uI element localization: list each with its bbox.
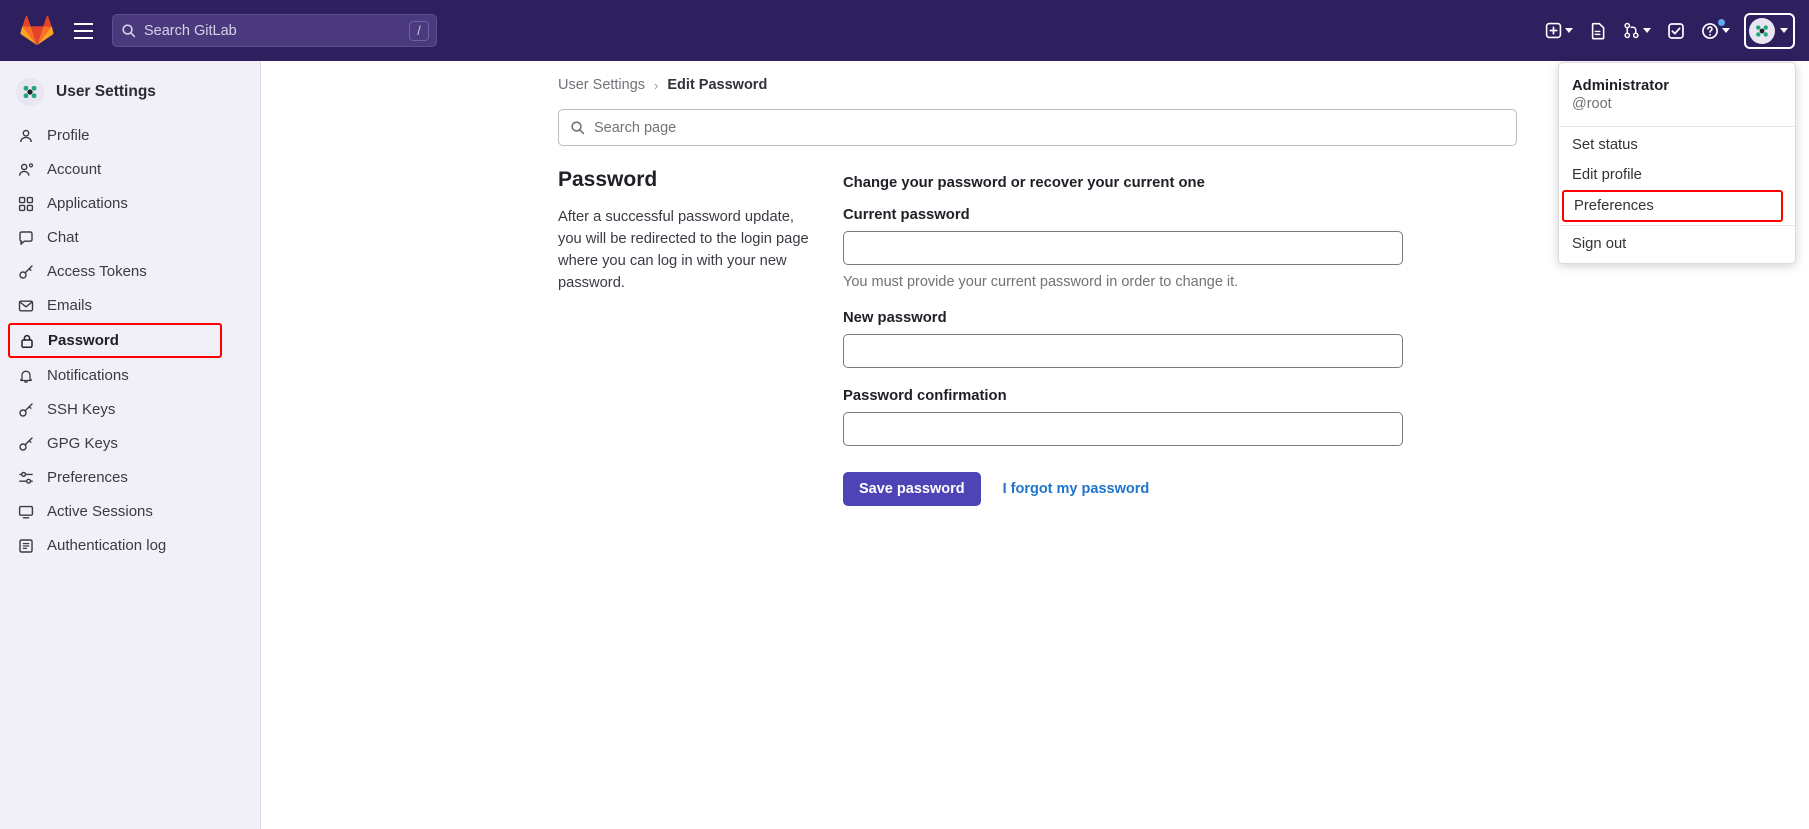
chevron-down-icon xyxy=(1722,28,1730,33)
sidebar-item-label: Chat xyxy=(47,229,79,246)
sidebar-item-emails[interactable] xyxy=(9,289,251,322)
form-heading: Change your password or recover your current one xyxy=(843,175,1205,191)
password-form xyxy=(843,168,1443,506)
dropdown-item-set-status[interactable]: Set status xyxy=(1572,137,1638,153)
current-password-field[interactable] xyxy=(843,231,1403,265)
sidebar-nav-list xyxy=(0,119,260,562)
sidebar-item-label: Account xyxy=(47,161,102,178)
key-icon xyxy=(17,435,34,452)
dropdown-user-name: Administrator xyxy=(1572,78,1670,94)
breadcrumb-edit-password[interactable]: Edit Password xyxy=(667,77,768,93)
dropdown-user-handle: @root xyxy=(1572,96,1612,112)
sidebar-item-authentication-log[interactable] xyxy=(9,529,251,562)
lock-icon xyxy=(18,332,35,349)
envelope-icon xyxy=(17,297,34,314)
current-password-help: You must provide your current password in order to change it. xyxy=(843,274,1239,290)
sidebar-item-label: Password xyxy=(48,332,119,349)
sidebar-item-chat[interactable] xyxy=(9,221,251,254)
issues-menu[interactable] xyxy=(1581,12,1615,50)
sidebar-item-applications[interactable] xyxy=(9,187,251,220)
save-password-button[interactable]: Save password xyxy=(843,472,981,506)
sidebar-header[interactable] xyxy=(0,69,260,115)
navbar-right-actions xyxy=(1539,0,1795,61)
search-input[interactable] xyxy=(112,14,437,47)
new-password-group xyxy=(843,310,1443,368)
user-dropdown-menu xyxy=(1558,62,1796,264)
sidebar-item-label: Access Tokens xyxy=(47,263,147,280)
sidebar-item-label: Profile xyxy=(47,127,90,144)
user-settings-avatar-icon xyxy=(16,78,44,106)
user-avatar-button[interactable] xyxy=(1744,13,1795,49)
sidebar-item-label: Emails xyxy=(47,297,93,314)
chevron-down-icon xyxy=(1643,28,1651,33)
forgot-password-link[interactable]: I forgot my password xyxy=(1002,481,1150,497)
merge-requests-menu[interactable] xyxy=(1617,12,1657,50)
chat-bubble-icon xyxy=(17,229,34,246)
password-panel-description xyxy=(558,168,843,506)
help-menu[interactable] xyxy=(1695,12,1736,50)
search-page-placeholder: Search page xyxy=(594,119,677,136)
top-navbar xyxy=(0,0,1809,61)
account-icon xyxy=(17,161,34,178)
sidebar-item-label: Notifications xyxy=(47,367,129,384)
sidebar-item-ssh-keys[interactable] xyxy=(9,393,251,426)
chevron-down-icon xyxy=(1780,28,1788,33)
sidebar-item-label: SSH Keys xyxy=(47,401,116,418)
hamburger-menu-icon[interactable] xyxy=(68,16,98,46)
sidebar-item-label: GPG Keys xyxy=(47,435,118,452)
current-password-label: Current password xyxy=(843,207,970,223)
search-page-input[interactable] xyxy=(558,109,1517,146)
sidebar xyxy=(0,61,261,829)
form-actions xyxy=(843,472,1443,506)
sidebar-item-password[interactable] xyxy=(8,323,222,358)
sidebar-item-notifications[interactable] xyxy=(9,359,251,392)
bell-icon xyxy=(17,367,34,384)
sidebar-item-active-sessions[interactable] xyxy=(9,495,251,528)
breadcrumb-user-settings[interactable]: User Settings xyxy=(558,77,646,93)
key-icon xyxy=(17,401,34,418)
search-icon xyxy=(570,120,585,135)
create-new-menu[interactable] xyxy=(1539,12,1579,50)
password-confirmation-group xyxy=(843,388,1443,446)
breadcrumb-separator: › xyxy=(654,77,659,93)
sidebar-title: User Settings xyxy=(56,83,156,100)
todos-menu[interactable] xyxy=(1659,12,1693,50)
notification-dot-icon xyxy=(1718,19,1725,26)
dropdown-item-sign-out[interactable]: Sign out xyxy=(1572,236,1627,252)
dropdown-divider xyxy=(1559,126,1795,127)
sidebar-item-label: Authentication log xyxy=(47,537,167,554)
sidebar-item-label: Active Sessions xyxy=(47,503,153,520)
applications-grid-icon xyxy=(17,195,34,212)
log-list-icon xyxy=(17,537,34,554)
password-confirmation-field[interactable] xyxy=(843,412,1403,446)
sidebar-item-access-tokens[interactable] xyxy=(9,255,251,288)
dropdown-user-info xyxy=(1559,69,1795,123)
sidebar-item-preferences[interactable] xyxy=(9,461,251,494)
sidebar-item-label: Applications xyxy=(47,195,128,212)
new-password-field[interactable] xyxy=(843,334,1403,368)
current-password-group xyxy=(843,207,1443,290)
page-title: Password xyxy=(558,168,658,191)
dropdown-divider xyxy=(1559,225,1795,226)
new-password-label: New password xyxy=(843,310,947,326)
chevron-down-icon xyxy=(1565,28,1573,33)
page-description: After a successful password update, you will be redirected to the login page where you can log in with your new password. xyxy=(558,209,809,292)
search-icon xyxy=(121,23,136,38)
avatar-icon xyxy=(1749,18,1775,44)
dropdown-item-edit-profile[interactable]: Edit profile xyxy=(1572,167,1642,183)
search-shortcut-key: / xyxy=(409,21,429,41)
gitlab-logo-icon[interactable] xyxy=(20,14,54,48)
password-confirmation-label: Password confirmation xyxy=(843,388,1007,404)
sliders-icon xyxy=(17,469,34,486)
search-placeholder: Search GitLab xyxy=(144,22,237,39)
dropdown-item-preferences[interactable]: Preferences xyxy=(1562,190,1783,222)
token-key-icon xyxy=(17,263,34,280)
monitor-icon xyxy=(17,503,34,520)
sidebar-item-profile[interactable] xyxy=(9,119,251,152)
sidebar-item-label: Preferences xyxy=(47,469,128,486)
sidebar-item-gpg-keys[interactable] xyxy=(9,427,251,460)
sidebar-item-account[interactable] xyxy=(9,153,251,186)
profile-icon xyxy=(17,127,34,144)
